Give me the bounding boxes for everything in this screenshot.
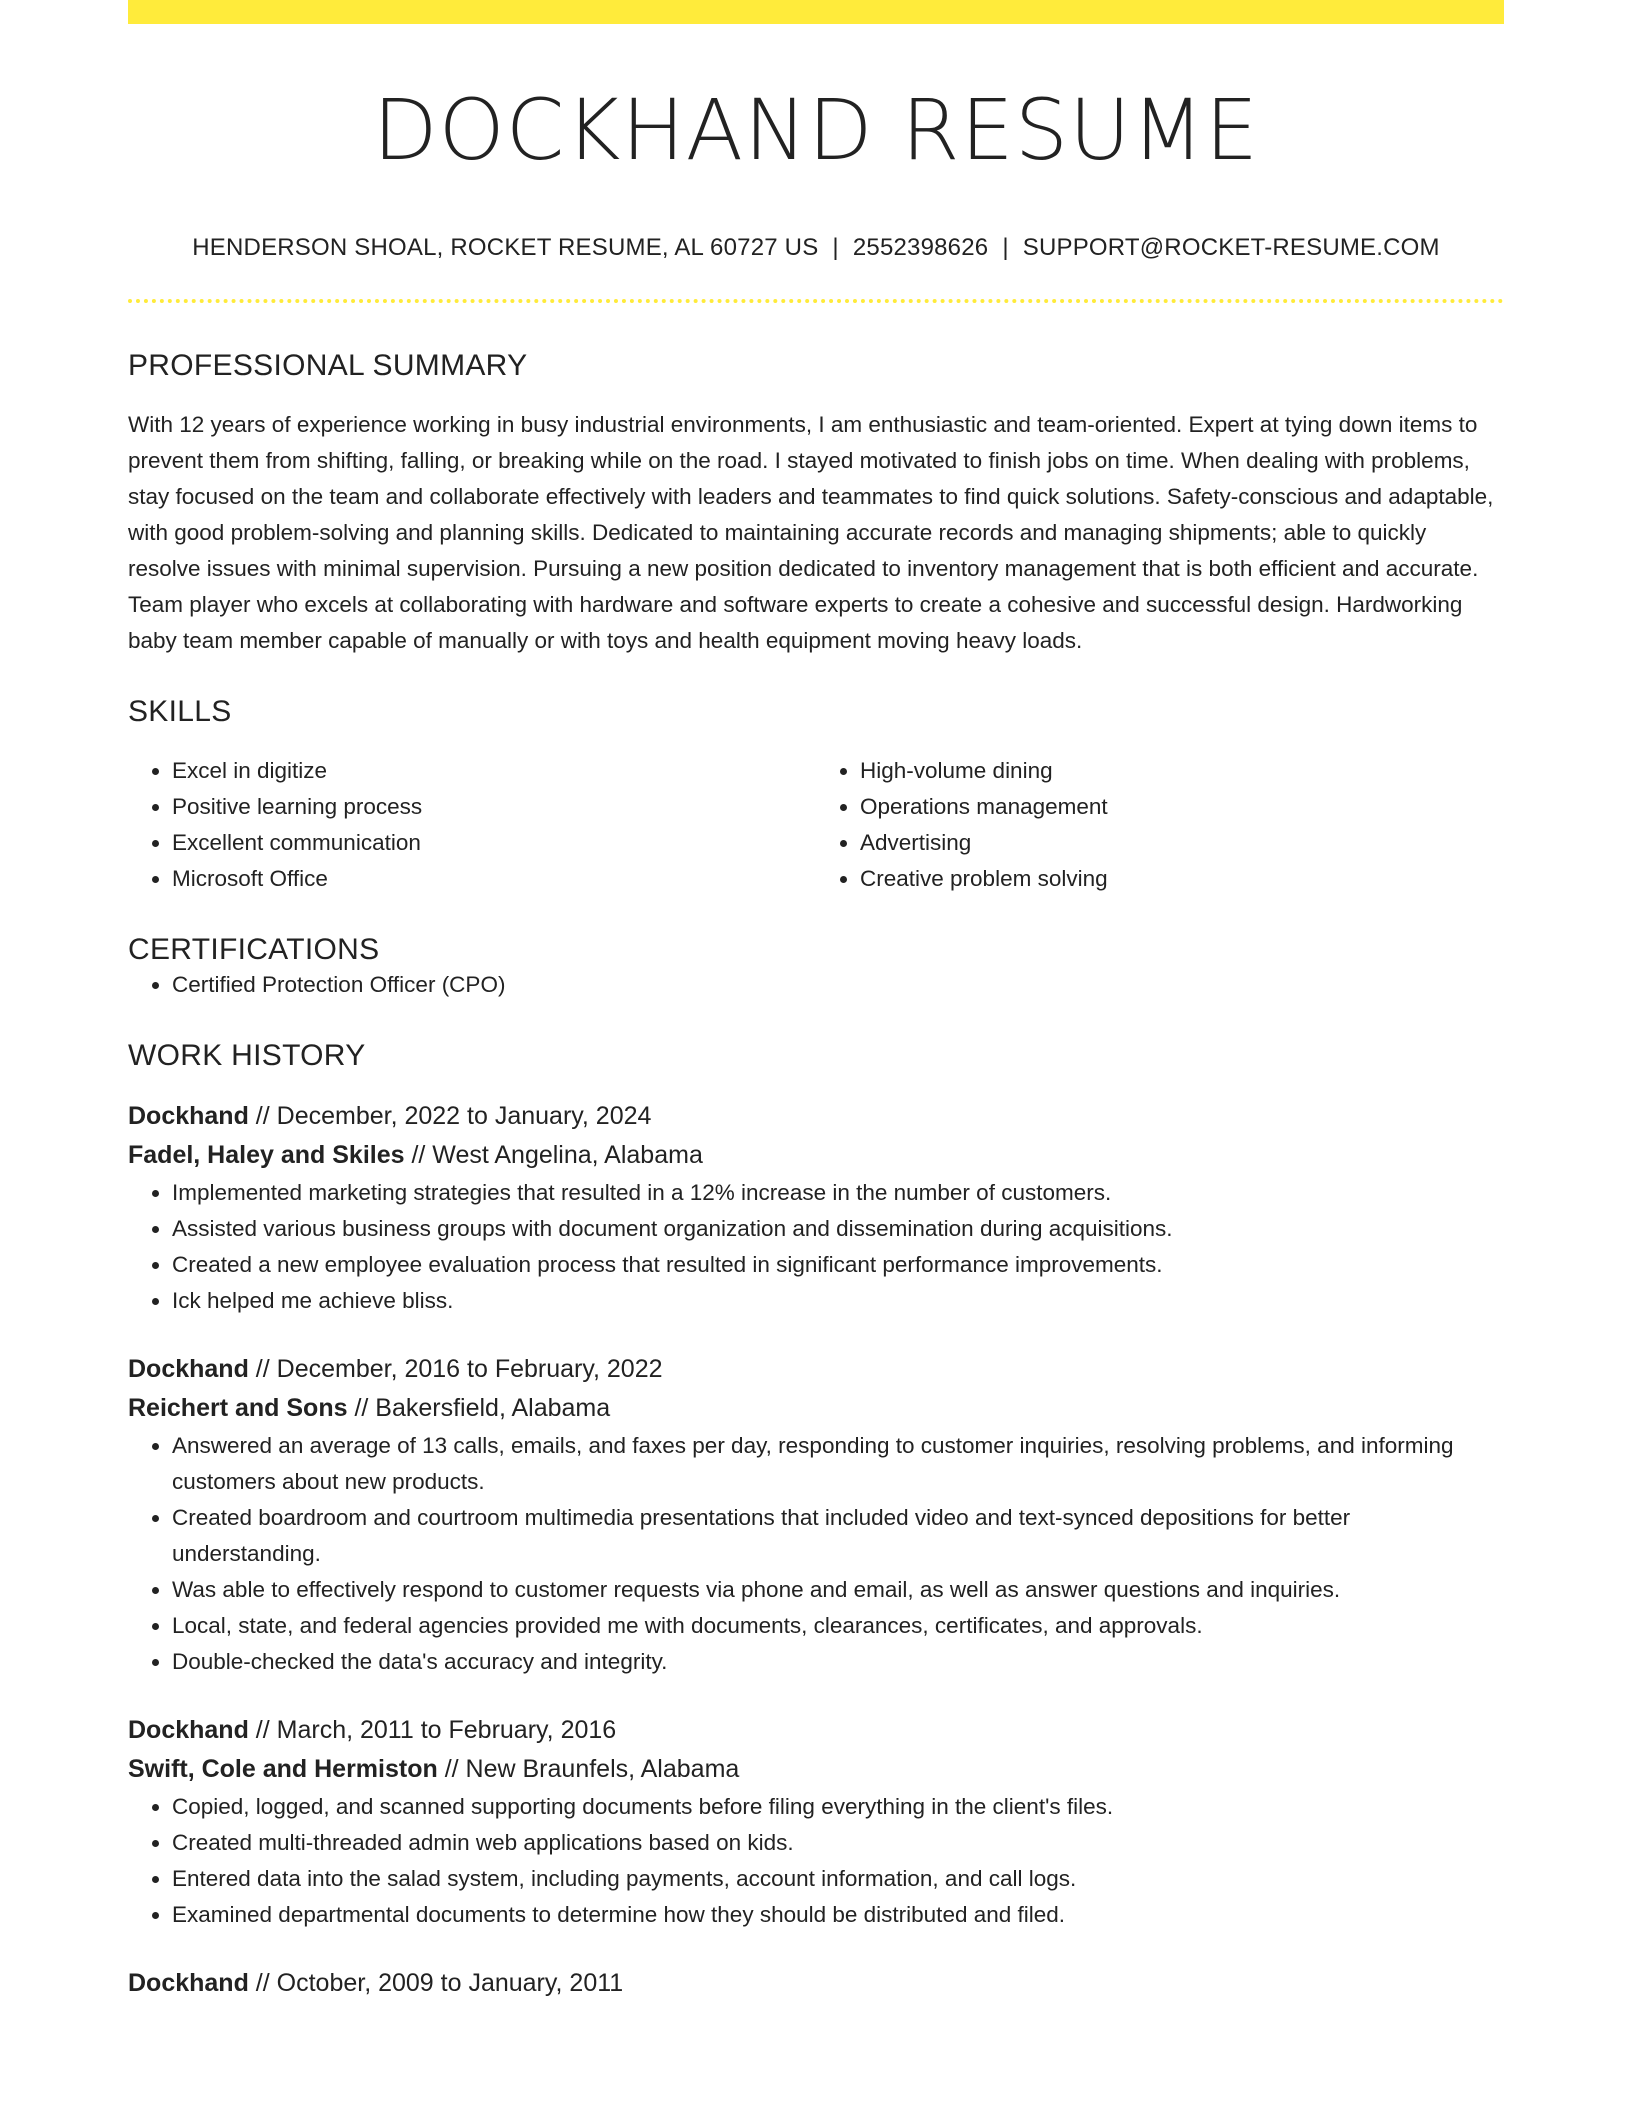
job-location: // Bakersfield, Alabama [347, 1394, 611, 1423]
job-dates: // December, 2022 to January, 2024 [248, 1102, 652, 1131]
job-company-line [128, 1136, 1504, 1175]
job-dates: // October, 2009 to January, 2011 [248, 1969, 624, 1998]
job-company-line [128, 1750, 1504, 1789]
contact-line [128, 234, 1504, 262]
contact-email[interactable]: SUPPORT@ROCKET-RESUME.COM [1022, 234, 1440, 262]
skill-item: • High-volume dining [860, 753, 1504, 789]
job-entry [128, 1711, 1504, 1933]
job-bullet: • Local, state, and federal agencies provided me with documents, clearances, certificates, and approvals. [172, 1608, 1504, 1644]
section-title-certifications: CERTIFICATIONS [128, 933, 380, 967]
job-bullet: • Was able to effectively respond to customer requests via phone and email, as well as answer questions and inquiries. [172, 1572, 1504, 1608]
resume-title: DOCKHAND RESUME [372, 81, 1260, 179]
skill-item: • Excellent communication [172, 825, 816, 861]
job-bullet: • Entered data into the salad system, including payments, account information, and call logs. [172, 1861, 1504, 1897]
job-role: Dockhand [128, 1716, 249, 1745]
job-company: Swift, Cole and Hermiston [128, 1755, 438, 1784]
job-bullet: • Copied, logged, and scanned supporting documents before filing everything in the client's files. [172, 1789, 1504, 1825]
skill-item: • Creative problem solving [860, 861, 1504, 897]
job-entry [128, 1097, 1504, 1319]
job-role-line [128, 1964, 1504, 2003]
job-company: Reichert and Sons [128, 1394, 348, 1423]
job-bullet: • Created boardroom and courtroom multimedia presentations that included video and text-synced depositions for better understanding. [172, 1500, 1504, 1572]
job-role-line [128, 1097, 1504, 1136]
contact-address: HENDERSON SHOAL, ROCKET RESUME, AL 60727 US [192, 234, 819, 262]
section-title-work-history: WORK HISTORY [128, 1039, 366, 1073]
job-bullet: • Double-checked the data's accuracy and integrity. [172, 1644, 1504, 1680]
job-role: Dockhand [128, 1102, 249, 1131]
job-role-line [128, 1711, 1504, 1750]
job-company-line [128, 1389, 1504, 1428]
accent-top-bar [128, 0, 1504, 24]
contact-separator: | [1002, 234, 1009, 262]
contact-phone[interactable]: 2552398626 [852, 234, 989, 262]
skill-item: • Positive learning process [172, 789, 816, 825]
skill-item: • Advertising [860, 825, 1504, 861]
job-dates: // December, 2016 to February, 2022 [248, 1355, 663, 1384]
job-bullet: • Assisted various business groups with document organization and dissemination during acquisitions. [172, 1211, 1504, 1247]
job-bullet-list [128, 1428, 1504, 1680]
job-bullet: • Ick helped me achieve bliss. [172, 1283, 1504, 1319]
skills-columns [128, 753, 1504, 897]
job-bullet: • Answered an average of 13 calls, emails, and faxes per day, responding to customer inquiries, resolving problems, and informing customers about new products. [172, 1428, 1504, 1500]
job-entry [128, 1350, 1504, 1680]
dotted-divider [128, 299, 1504, 303]
job-bullet: • Examined departmental documents to determine how they should be distributed and filed. [172, 1897, 1504, 1933]
section-title-skills: SKILLS [128, 695, 232, 729]
skill-item: • Operations management [860, 789, 1504, 825]
job-bullet: • Created multi-threaded admin web applications based on kids. [172, 1825, 1504, 1861]
job-location: // New Braunfels, Alabama [437, 1755, 740, 1784]
skill-item: • Excel in digitize [172, 753, 816, 789]
job-location: // West Angelina, Alabama [404, 1141, 703, 1170]
certification-item: • Certified Protection Officer (CPO) [172, 967, 1504, 1003]
summary-text: With 12 years of experience working in busy industrial environments, I am enthusiastic and team-oriented. Expert at tying down items to prevent them from shifting, falling, or breaking while on the road. I stayed motivated to finish jobs on time. When dealing with problems, stay focused on the team and collaborate effectively with leaders and teammates to find quick solutions. Safety-conscious and adaptable, with good problem-solving and planning skills. Dedicated to maintaining accurate records and managing shipments; able to quickly resolve issues with minimal supervision. Pursuing a new position dedicated to inventory management that is both efficient and accurate. Team player who excels at collaborating with hardware and software experts to create a cohesive and successful design. Hardworking baby team member capable of manually or with toys and health equipment moving heavy loads. [128, 412, 1494, 654]
contact-separator: | [832, 234, 839, 262]
skills-list-right [816, 753, 1504, 897]
job-dates: // March, 2011 to February, 2016 [248, 1716, 617, 1745]
job-role: Dockhand [128, 1969, 249, 1998]
job-entry [128, 1964, 1504, 2003]
skill-item: • Microsoft Office [172, 861, 816, 897]
resume-page [128, 0, 1504, 2003]
job-bullet-list [128, 1789, 1504, 1933]
job-role: Dockhand [128, 1355, 249, 1384]
job-bullet: • Created a new employee evaluation process that resulted in significant performance improvements. [172, 1247, 1504, 1283]
job-bullet-list [128, 1175, 1504, 1319]
job-role-line [128, 1350, 1504, 1389]
skills-list-left [128, 753, 816, 897]
job-bullet: • Implemented marketing strategies that resulted in a 12% increase in the number of customers. [172, 1175, 1504, 1211]
certifications-list [128, 967, 1504, 1003]
job-company: Fadel, Haley and Skiles [128, 1141, 405, 1170]
section-title-summary: PROFESSIONAL SUMMARY [128, 349, 528, 383]
